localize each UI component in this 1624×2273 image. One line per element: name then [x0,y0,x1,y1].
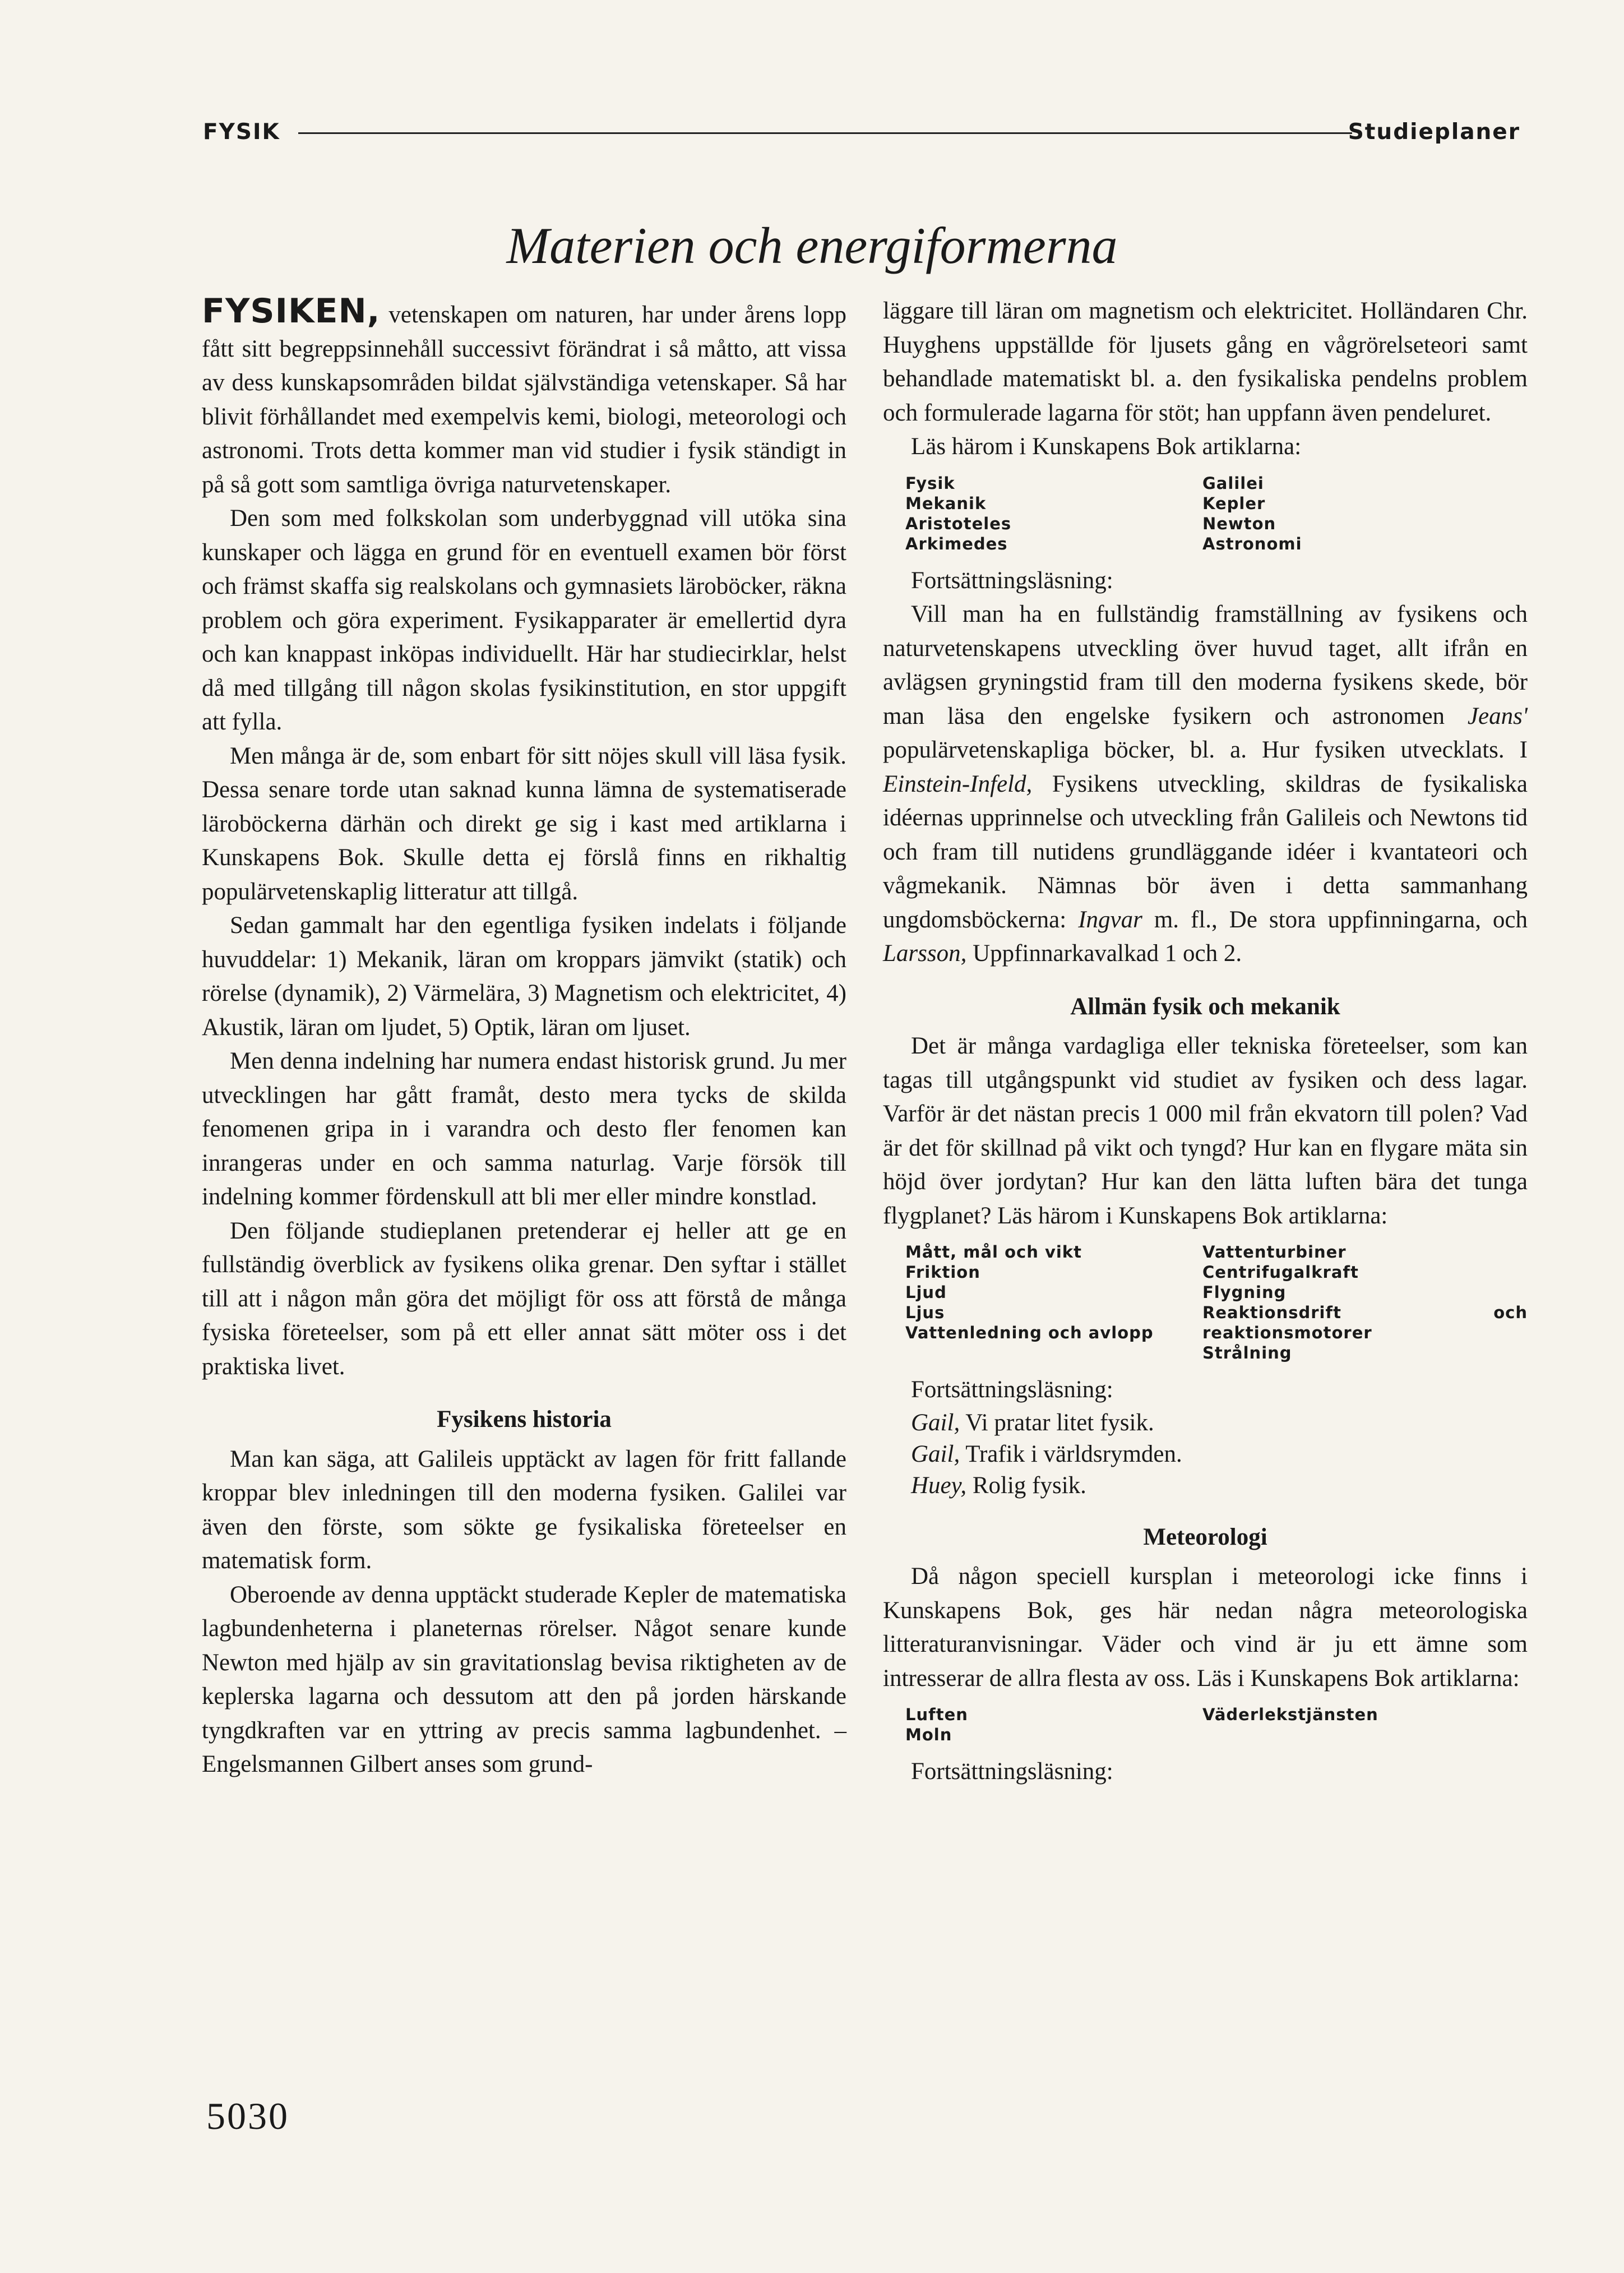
list-item: Arkimedes [905,534,1008,553]
list-item: Friktion [905,1263,980,1282]
bib-author: Gail, [911,1409,960,1436]
heading-mechanics: Allmän fysik och mekanik [1070,993,1340,1020]
page-number: 5030 [206,2095,289,2137]
paragraph: Den följande studieplanen pretenderar ej heller att ge en fullständig överblick av fysikens olika grenar. Den syftar i stället till att i någon mån göra det möjligt för oss att förstå de många fysiska företeelser, som på ett eller annat sätt möter oss i det praktiska livet. [202,1217,846,1380]
list-item: Aristoteles [905,514,1012,533]
list-item: Strålning [1202,1343,1292,1362]
author-name: Einstein-Infeld, [883,770,1033,797]
bib-author: Gail, [911,1440,960,1467]
list-right [1202,473,1528,554]
article-list-mechanics [905,1242,1528,1363]
list-right [1202,1242,1528,1363]
further-reading-label: Fortsättningsläsning: [911,1758,1113,1785]
intro-text: vetenskapen om naturen, har under årens lopp fått sitt begreppsinnehåll successivt förändrat i så måtto, att vissa av dess kunskapsområden bildat självständiga vetenskaper. Så har blivit förhållandet med exempelvis kemi, biologi, meteorologi och astronomi. Trots detta kommer man vid studier i fysik ständigt in på så gott som samtliga övriga naturvetenskaper. [202,302,847,498]
heading-history: Fysikens historia [437,1406,612,1433]
paragraph: Då någon speciell kursplan i meteorologi icke finns i Kunskapens Bok, ges här nedan några meteorologiska litteraturanvisningar. Väder och vind är ju ett ämne som intresserar de allra flesta av oss. Läs i Kunskapens Bok artiklarna: [883,1563,1528,1692]
left-column [202,294,846,1782]
list-item: Newton [1202,514,1276,533]
list-item: Mått, mål och vikt [905,1242,1082,1262]
header-rule [298,132,1352,134]
author-name: Larsson, [883,940,967,967]
bib-entry [911,1407,1528,1439]
article-list-history [905,473,1528,554]
text: m. fl., De stora uppfinningarna, och [1154,906,1528,933]
bib-title: Trafik i världsrymden. [965,1440,1182,1467]
right-column [883,294,1528,1789]
text: Fysikens utveckling, skildras de fysikaliska idéernas upprinnelse och utveckling från Galileis och Newtons tid och fram till nutidens grundläggande idéer i kvantateori och vågmekanik. Nämnas bör även i detta sammanhang ungdomsböckerna: [883,770,1528,933]
list-item: Fysik [905,473,955,493]
bib-title: Rolig fysik. [972,1472,1086,1499]
list-item: Ljud [905,1283,947,1302]
list-item: Ljus [905,1303,945,1322]
text: Vill man ha en fullständig framställning av fysikens och naturvetenskapens utveckling över huvud taget, allt ifrån en avlägsen gryningstid fram till den moderna fysikens skede, bör man läsa den engelske fysikern och astronomen [883,601,1528,729]
list-item: Reaktionsdrift och reaktionsmotorer [1202,1303,1528,1342]
paragraph: Det är många vardagliga eller tekniska företeelser, som kan tagas till utgångspunkt vid studiet av fysiken och dess lagar. Varför är det nästan precis 1 000 mil från ekvatorn till polen? Vad är det för skillnad på vikt och tyngd? Hur kan en flygare mäta sin höjd över jordytan? Hur kan den lätta luften bära det tunga flygplanet? Läs härom i Kunskapens Bok artiklarna: [883,1033,1528,1229]
article-list-meteorology [905,1704,1528,1745]
paragraph: Läs härom i Kunskapens Bok artiklarna: [911,433,1302,460]
further-reading-label: Fortsättningsläsning: [911,567,1113,594]
paragraph [883,598,1528,971]
list-item: Galilei [1202,473,1264,493]
list-left [905,1242,1202,1363]
paragraph: Man kan säga, att Galileis upptäckt av lagen för fritt fallande kroppar blev inledningen till den moderna fysiken. Galilei var även den förste, som sökte ge fysikaliska företeelser en matematisk form. [202,1445,846,1574]
list-item: Kepler [1202,493,1266,513]
paragraph: Den som med folkskolan som underbyggnad vill utöka sina kunskaper och lägga en grund för en eventuell examen bör först och främst skaffa sig realskolans och gymnasiets läroböcker, räkna problem och göra experiment. Fysikapparater är emellertid dyra och kan knappast inköpas individuellt. Här har studiecirklar, helst då med tillgång till någon skolas fysikinstitution, en stor uppgift att fylla. [202,505,846,735]
paragraph: Oberoende av denna upptäckt studerade Kepler de matematiska lagbundenheterna i planeternas rörelser. Något senare kunde Newton med hjälp av sin gravitationslag bevisa riktigheten av de keplerska lagarna och dessutom att den på jorden härskande tyngdkraften var en yttring av precis samma lagbundenhet. – Engelsmannen Gilbert anses som grund- [202,1581,846,1777]
list-left [905,473,1202,554]
article-title: Materien och energiformerna [506,217,1118,274]
running-header [203,117,1520,148]
bibliography [883,1407,1528,1502]
lead-word: FYSIKEN, [202,292,381,331]
list-item: Astronomi [1202,534,1302,553]
list-right [1202,1704,1528,1745]
heading-meteorology: Meteorologi [1143,1523,1267,1550]
paragraph: Men många är de, som enbart för sitt nöjes skull vill läsa fysik. Dessa senare torde utan saknad kunna lämna de systematiserade läroböckerna därhän och direkt ge sig i kast med artiklarna i Kunskapens Bok. Skulle detta ej förslå finns en rikhaltig populärvetenskaplig litteratur att tillgå. [202,742,846,905]
paragraph: Men denna indelning har numera endast historisk grund. Ju mer utvecklingen har gått framåt, desto mera tycks de skilda fenomenen gripa in i varandra och desto fler fenomen kan inrangeras under en och samma naturlag. Varje försök till indelning kommer fördenskull att bli mer eller mindre konstlad. [202,1048,846,1210]
list-item: Flygning [1202,1283,1287,1302]
list-item: Mekanik [905,493,987,513]
list-item: Luften [905,1705,968,1724]
list-item: Moln [905,1725,952,1744]
author-name: Jeans' [1467,703,1528,729]
header-section-label: FYSIK [203,119,280,145]
bib-title: Vi pratar litet fysik. [965,1409,1154,1436]
list-item: Centrifugalkraft [1202,1263,1359,1282]
paragraph: Sedan gammalt har den egentliga fysiken indelats i följande huvuddelar: 1) Mekanik, läran om kroppars jämvikt (statik) och rörelse (dynamik), 2) Värmelära, 3) Magnetism och elektricitet, 4) Akustik, läran om ljudet, 5) Optik, läran om ljuset. [202,912,846,1041]
author-name: Ingvar [1078,906,1142,933]
bib-author: Huey, [911,1472,967,1499]
paragraph: läggare till läran om magnetism och elektricitet. Holländaren Chr. Huyghens uppställde för ljusets gång en vågrörelseteori samt behandlade matematiskt bl. a. den fysikaliska pendelns problem och formulerade lagarna för stöt; han uppfann även pendeluret. [883,298,1528,426]
bib-entry [911,1439,1528,1470]
intro-paragraph [202,294,846,502]
header-series-label: Studieplaner [1348,119,1520,145]
list-item: Vattenturbiner [1202,1242,1347,1262]
list-item: Vattenledning och avlopp [905,1323,1154,1342]
list-left [905,1704,1202,1745]
list-item: Väderlekstjänsten [1202,1705,1378,1724]
bib-entry [911,1470,1528,1502]
further-reading-label: Fortsättningsläsning: [911,1376,1113,1403]
text: populärvetenskapliga böcker, bl. a. Hur fysiken utvecklats. I [883,737,1528,763]
text: Uppfinnarkavalkad 1 och 2. [973,940,1242,967]
